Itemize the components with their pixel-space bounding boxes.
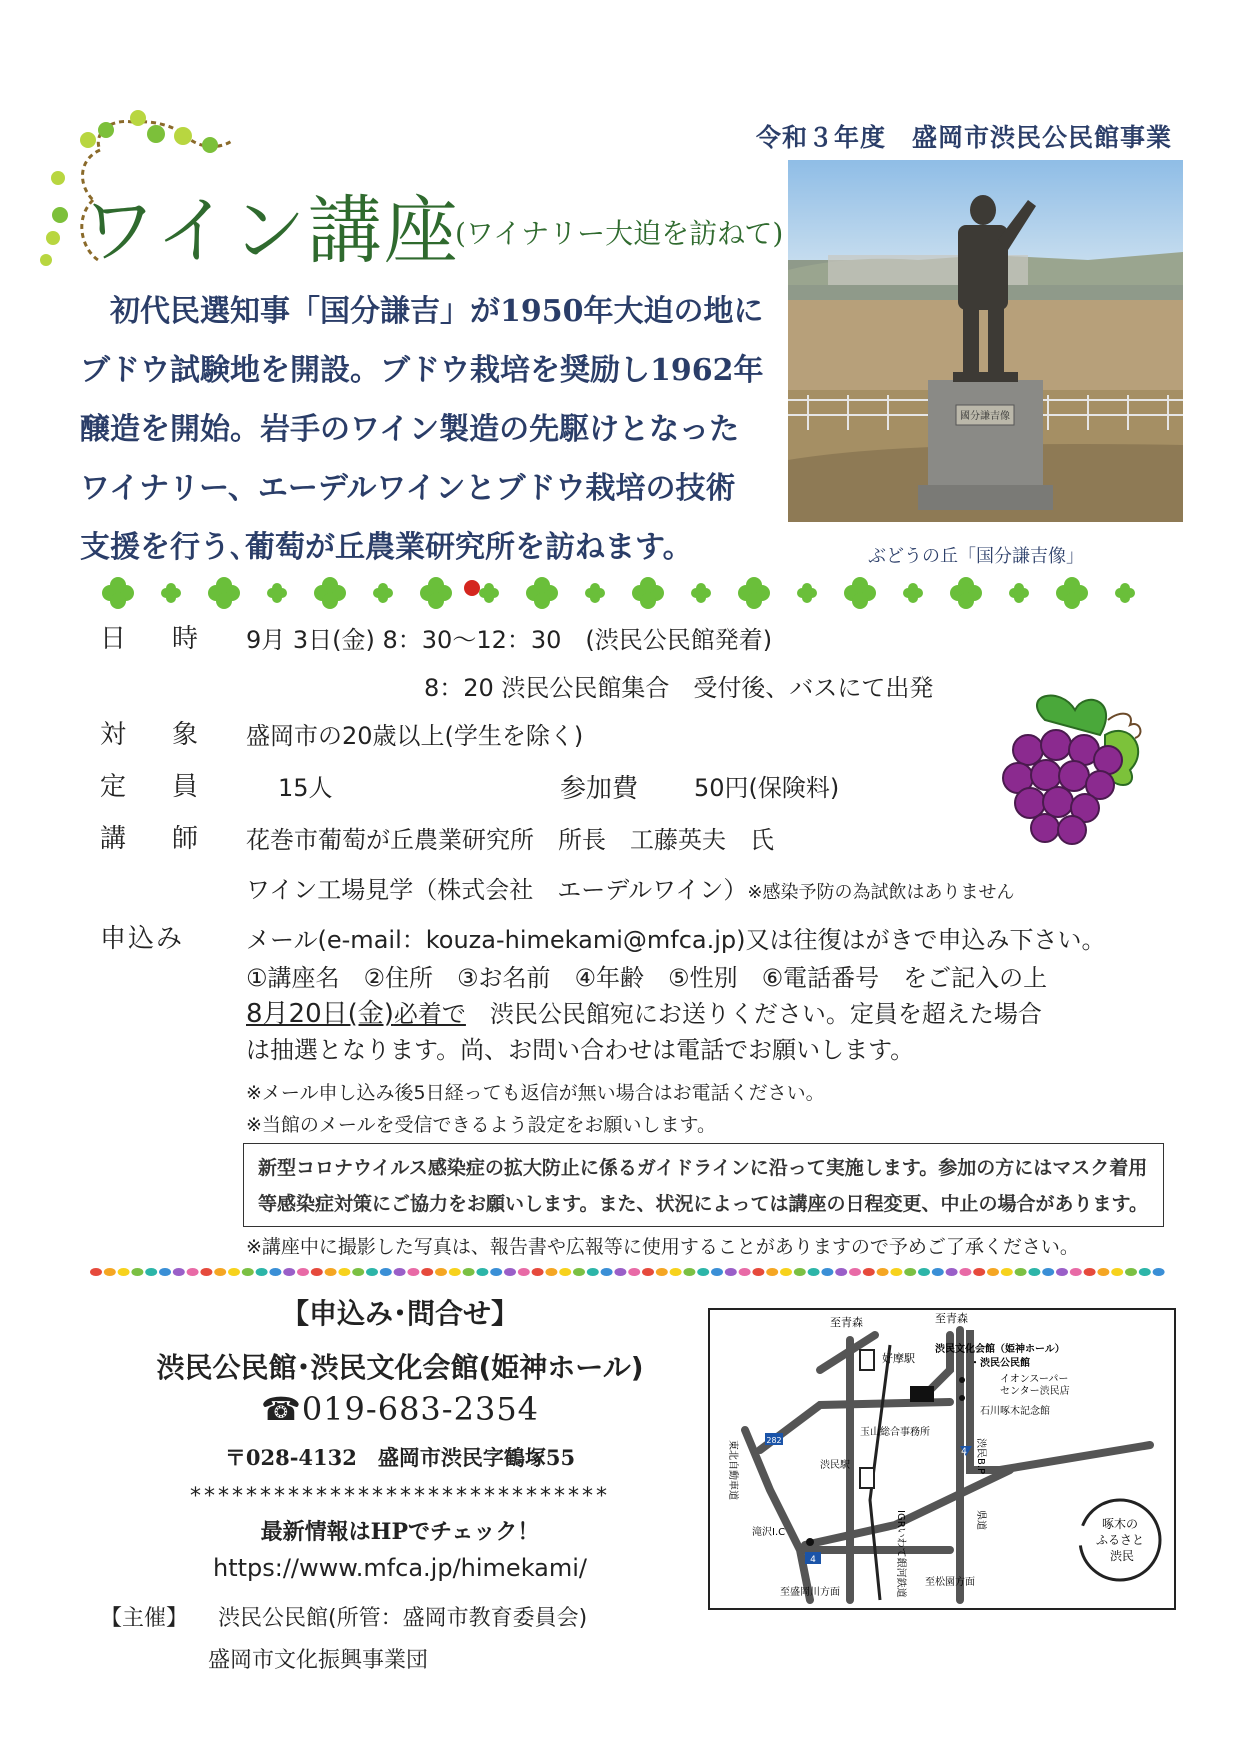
map-label: ・渋民公民館 [970,1358,1030,1369]
contact-block [120,1292,680,1582]
tour-note: ※感染予防の為試飲はありません [747,882,1015,903]
divider-dot [1028,1268,1040,1276]
svg-text:啄木の: 啄木の [1101,1517,1139,1531]
divider-dot [1097,1268,1109,1276]
apply-line2: ①講座名 ②住所 ③お名前 ④年齢 ⑤性別 ⑥電話番号 をご記入の上 [246,964,1048,992]
divider-dot [1042,1268,1054,1276]
divider-dot [973,1268,985,1276]
divider-dot [504,1268,516,1276]
divider-dot [380,1268,392,1276]
divider-dot [325,1268,337,1276]
clover-icon [479,583,499,603]
divider-dot [269,1268,281,1276]
divider-dot [476,1268,488,1276]
contact-phone[interactable]: ☎019-683-2354 [260,1390,540,1428]
sponsor-block [100,1598,587,1682]
sponsor-label: 【主催】 [100,1606,189,1631]
clover-icon [1056,577,1088,609]
map-label: IGRいわて銀河鉄道 [895,1510,906,1598]
lecturer-label: 講 師 [100,824,209,854]
statue-photo [788,160,1183,522]
intro-line: ブドウ試験地を開設。ブドウ栽培を奨励し1962年 [80,353,764,388]
intro-text [80,282,764,577]
map-label: 渋民文化会館（姫神ホール） [935,1344,1065,1355]
divider-dot [877,1268,889,1276]
divider-dot [1056,1268,1068,1276]
separator-stars: ****************************** [190,1484,610,1509]
header-org: 令和３年度 盛岡市渋民公民館事業 [755,123,1172,152]
divider-dot [1139,1268,1151,1276]
tour-value [246,870,1014,905]
divider-dot [904,1268,916,1276]
divider-dot [338,1268,350,1276]
map-label: 至盛岡川方面 [780,1587,840,1598]
target-label: 対 象 [100,720,209,750]
divider-dot [421,1268,433,1276]
lecturer-value: 花巻市葡萄が丘農業研究所 所長 工藤英夫 氏 [246,826,774,854]
divider-dot [532,1268,544,1276]
divider-dot [228,1268,240,1276]
apply-required: 必着で [393,1000,466,1028]
clover-icon [632,577,664,609]
apply-line4: は抽選となります。尚、お問い合わせは電話でお願いします。 [246,1036,915,1064]
divider-dot [573,1268,585,1276]
map-label: 石川啄木記念館 [980,1406,1050,1417]
divider-dot [283,1268,295,1276]
divider-dot [918,1268,930,1276]
apply-line3 [246,993,1042,1030]
divider-dot [407,1268,419,1276]
map-label: 県道 [975,1510,986,1530]
divider-dot [1125,1268,1137,1276]
divider-dot [656,1268,668,1276]
clover-icon [420,577,452,609]
divider-dot [628,1268,640,1276]
note-email-setting: ※当館のメールを受信できるよう設定をお願いします。 [246,1114,717,1136]
divider-dot [683,1268,695,1276]
intro-line: 醸造を開始。岩手のワイン製造の先駆けとなった [80,412,740,447]
covid-line: 等感染症対策にご協力をお願いします。また、状況によっては講座の日程変更、中止の場合があります。 [258,1193,1148,1215]
map-label: イオンスーパー [1000,1374,1069,1385]
map-label: 滝沢I.C [752,1527,786,1538]
divider-dot [1153,1268,1165,1276]
clover-divider [100,576,1150,610]
divider-dot [435,1268,447,1276]
divider-dot [200,1268,212,1276]
divider-dot [352,1268,364,1276]
divider-dot [1111,1268,1123,1276]
divider-dot [849,1268,861,1276]
covid-notice [243,1143,1164,1227]
date-note: 8：20 渋民公民館集合 受付後、バスにて出発 [424,674,934,702]
sponsor-line1: 渋民公民館(所管：盛岡市教育委員会) [218,1606,588,1631]
photo-caption: ぶどうの丘「国分謙吉像」 [868,546,1084,567]
divider-dot [752,1268,764,1276]
apply-line1: メール(e-mail：kouza-himekami@mfca.jp)又は往復はがきで申込み下さい。 [246,926,1106,954]
divider-dot [559,1268,571,1276]
map-label: 渋民駅 [820,1460,850,1471]
clover-icon [797,583,817,603]
divider-dot [794,1268,806,1276]
divider-dot [1070,1268,1082,1276]
divider-dot [587,1268,599,1276]
clover-icon [1115,583,1135,603]
divider-dot [159,1268,171,1276]
map-label: センター渋民店 [1000,1386,1070,1397]
map-label: 至青森 [830,1316,863,1329]
capacity-value: 15人 [278,774,333,802]
map-label: 好摩駅 [882,1352,915,1365]
divider-dot [256,1268,268,1276]
target-value: 盛岡市の20歳以上(学生を除く) [246,722,584,750]
fee-value: 50円(保険料) [694,774,840,802]
divider-dot [187,1268,199,1276]
divider-dot [173,1268,185,1276]
divider-dot [739,1268,751,1276]
capacity-label: 定 員 [100,772,209,802]
hp-check: 最新情報はHPでチェック！ [260,1519,540,1545]
clover-icon [585,583,605,603]
divider-dot [366,1268,378,1276]
divider-dot [711,1268,723,1276]
clover-icon [691,583,711,603]
page-subtitle: (ワイナリー大迫を訪ねて) [455,217,784,250]
ladybug-icon [464,580,480,596]
intro-line: ワイナリー、エーデルワインとブドウ栽培の技術 [80,471,736,506]
apply-label: 申込み [100,924,185,954]
route-282-marker: 282 [766,1436,782,1445]
divider-dot [518,1268,530,1276]
clover-icon [1009,583,1029,603]
clover-icon [738,577,770,609]
divider-dot [242,1268,254,1276]
intro-line: 支援を行う､葡萄が丘農業研究所を訪ねます。 [80,530,693,565]
divider-dot [780,1268,792,1276]
divider-dot [697,1268,709,1276]
divider-dot [725,1268,737,1276]
sponsor-line2: 盛岡市文化振興事業団 [208,1648,429,1673]
map-label: 玉山総合事務所 [860,1427,930,1438]
divider-dot [946,1268,958,1276]
divider-dot [890,1268,902,1276]
map-label: 至松園方面 [925,1577,975,1588]
note-email-reply: ※メール申し込み後5日経っても返信が無い場合はお電話ください。 [246,1082,825,1104]
divider-dot [932,1268,944,1276]
clover-icon [208,577,240,609]
divider-dot [1015,1268,1027,1276]
page-title: ワイン講座 [82,188,460,274]
contact-heading: 【申込み･問合せ】 [280,1297,519,1330]
divider-dot [987,1268,999,1276]
note-photo: ※講座中に撮影した写真は、報告書や広報等に使用することがありますので予めご了承ください。 [246,1236,1079,1258]
map-label: 渋民B.P [975,1438,986,1475]
clover-icon [102,577,134,609]
divider-dot [601,1268,613,1276]
divider-dot [1001,1268,1013,1276]
divider-dot [311,1268,323,1276]
clover-icon [373,583,393,603]
divider-dot [821,1268,833,1276]
divider-dot [959,1268,971,1276]
intro-line: 初代民選知事「国分謙吉」が1950年大迫の地に [80,294,764,329]
divider-dot [808,1268,820,1276]
divider-dot [766,1268,778,1276]
fee-label: 参加費 [560,774,639,804]
contact-address: 〒028-4132 盛岡市渋民字鶴塚55 [224,1445,576,1470]
apply-deadline: 8月20日(金) [246,999,394,1029]
divider-dot [297,1268,309,1276]
divider-dot [214,1268,226,1276]
takuboku-logo [1080,1500,1160,1580]
divider-dot [670,1268,682,1276]
clover-icon [161,583,181,603]
divider-dot [614,1268,626,1276]
date-value: 9月 3日(金) 8：30～12：30 (渋民公民館発着) [246,626,773,654]
divider-dot [104,1268,116,1276]
clover-icon [844,577,876,609]
divider-dot [463,1268,475,1276]
divider-dot [118,1268,130,1276]
route-4-marker: 4 [810,1555,816,1565]
route-4-marker: 4 [961,1447,967,1457]
divider-dot [394,1268,406,1276]
contact-org: 渋民公民館･渋民文化会館(姫神ホール) [156,1351,644,1384]
clover-icon [950,577,982,609]
divider-dot [90,1268,102,1276]
grape-icon [990,690,1150,850]
clover-icon [526,577,558,609]
divider-dot [490,1268,502,1276]
access-map [708,1308,1176,1610]
clover-icon [903,583,923,603]
divider-dot [835,1268,847,1276]
dotted-divider [88,1264,1168,1280]
divider-dot [131,1268,143,1276]
divider-dot [863,1268,875,1276]
date-label: 日 時 [100,624,209,654]
covid-line: 新型コロナウイルス感染症の拡大防止に係るガイドラインに沿って実施します。参加の方にはマスク着用 [258,1157,1148,1179]
svg-text:ふるさと: ふるさと [1095,1533,1145,1547]
divider-dot [545,1268,557,1276]
divider-dot [449,1268,461,1276]
map-label: 至青森 [935,1312,968,1325]
divider-dot [1084,1268,1096,1276]
clover-icon [314,577,346,609]
map-label: 東北自動車道 [727,1440,738,1500]
website-link[interactable]: https://www.mfca.jp/himekami/ [212,1554,588,1582]
tour-text: ワイン工場見学（株式会社 エーデルワイン） [246,876,748,904]
divider-dot [145,1268,157,1276]
divider-dot [642,1268,654,1276]
clover-icon [267,583,287,603]
svg-text:渋民: 渋民 [1109,1549,1135,1563]
apply-line3-rest: 渋民公民館宛にお送りください。定員を超えた場合 [465,1000,1042,1028]
plaque-text: 國分謙吉像 [960,411,1010,422]
